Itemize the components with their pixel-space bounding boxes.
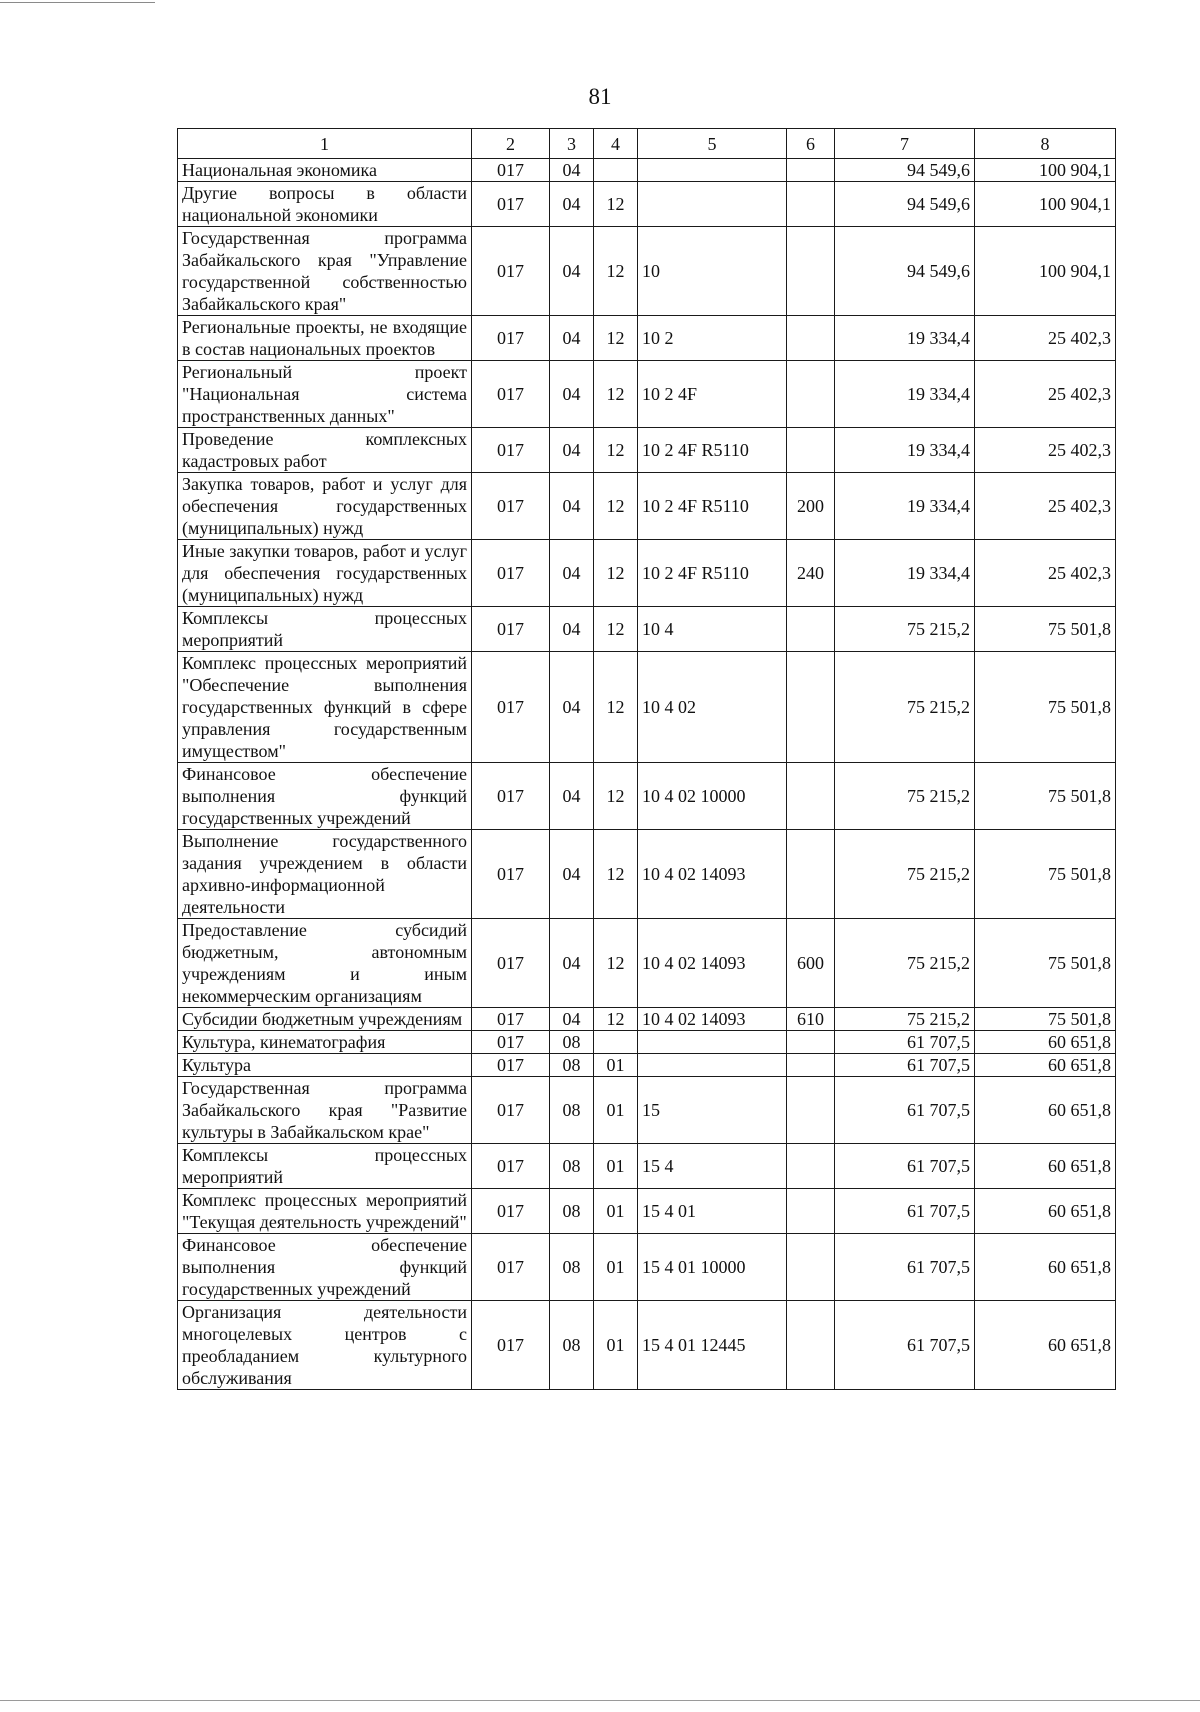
cell-col5: 10 2 4F R5110 <box>638 428 787 473</box>
table-row <box>178 763 1116 830</box>
row-name: Комплекс процессных мероприятий "Текущая деятельность учреждений" <box>178 1189 472 1234</box>
cell-col8: 60 651,8 <box>975 1234 1116 1301</box>
table-row <box>178 428 1116 473</box>
table-row <box>178 361 1116 428</box>
row-name: Культура, кинематография <box>178 1031 472 1054</box>
cell-col5: 10 2 4F <box>638 361 787 428</box>
cell-col6: 610 <box>787 1008 835 1031</box>
cell-col5: 15 4 <box>638 1144 787 1189</box>
cell-col2: 017 <box>472 428 550 473</box>
cell-col6: 200 <box>787 473 835 540</box>
table-row <box>178 1189 1116 1234</box>
cell-col3: 04 <box>550 159 594 182</box>
cell-col4: 01 <box>594 1144 638 1189</box>
cell-col6 <box>787 1234 835 1301</box>
cell-col4: 12 <box>594 919 638 1008</box>
cell-col2: 017 <box>472 361 550 428</box>
cell-col4: 12 <box>594 652 638 763</box>
cell-col8: 25 402,3 <box>975 316 1116 361</box>
cell-col4: 12 <box>594 227 638 316</box>
cell-col3: 04 <box>550 428 594 473</box>
cell-col6 <box>787 316 835 361</box>
cell-col6 <box>787 1077 835 1144</box>
cell-col8: 75 501,8 <box>975 1008 1116 1031</box>
scan-edge-line-top <box>0 2 155 3</box>
cell-col6 <box>787 652 835 763</box>
cell-col5: 10 2 <box>638 316 787 361</box>
cell-col8: 25 402,3 <box>975 428 1116 473</box>
cell-col3: 04 <box>550 830 594 919</box>
cell-col6 <box>787 1054 835 1077</box>
cell-col2: 017 <box>472 1234 550 1301</box>
cell-col7: 19 334,4 <box>835 361 975 428</box>
cell-col6 <box>787 361 835 428</box>
cell-col3: 04 <box>550 1008 594 1031</box>
cell-col6: 600 <box>787 919 835 1008</box>
column-header: 5 <box>638 129 787 159</box>
row-name: Другие вопросы в области национальной экономики <box>178 182 472 227</box>
cell-col8: 25 402,3 <box>975 361 1116 428</box>
cell-col7: 75 215,2 <box>835 763 975 830</box>
row-name: Комплекс процессных мероприятий "Обеспечение выполнения государственных функций в сфере управления государственным имуществом" <box>178 652 472 763</box>
cell-col4 <box>594 159 638 182</box>
cell-col5: 10 4 <box>638 607 787 652</box>
table-row <box>178 1077 1116 1144</box>
cell-col6 <box>787 1189 835 1234</box>
cell-col2: 017 <box>472 540 550 607</box>
cell-col8: 25 402,3 <box>975 473 1116 540</box>
cell-col5: 10 4 02 <box>638 652 787 763</box>
cell-col7: 61 707,5 <box>835 1189 975 1234</box>
cell-col7: 94 549,6 <box>835 227 975 316</box>
table-row <box>178 473 1116 540</box>
cell-col4: 12 <box>594 1008 638 1031</box>
cell-col6: 240 <box>787 540 835 607</box>
cell-col7: 61 707,5 <box>835 1144 975 1189</box>
column-header: 8 <box>975 129 1116 159</box>
row-name: Иные закупки товаров, работ и услуг для обеспечения государственных (муниципальных) нужд <box>178 540 472 607</box>
cell-col4: 12 <box>594 540 638 607</box>
row-name: Финансовое обеспечение выполнения функций государственных учреждений <box>178 763 472 830</box>
cell-col2: 017 <box>472 473 550 540</box>
table-row <box>178 607 1116 652</box>
cell-col2: 017 <box>472 316 550 361</box>
cell-col4: 12 <box>594 607 638 652</box>
cell-col3: 08 <box>550 1301 594 1390</box>
cell-col5 <box>638 182 787 227</box>
row-name: Культура <box>178 1054 472 1077</box>
cell-col2: 017 <box>472 607 550 652</box>
cell-col3: 08 <box>550 1189 594 1234</box>
row-name: Комплексы процессных мероприятий <box>178 1144 472 1189</box>
cell-col3: 08 <box>550 1234 594 1301</box>
cell-col4: 01 <box>594 1301 638 1390</box>
cell-col5: 10 2 4F R5110 <box>638 473 787 540</box>
cell-col2: 017 <box>472 1031 550 1054</box>
cell-col7: 75 215,2 <box>835 919 975 1008</box>
cell-col2: 017 <box>472 1077 550 1144</box>
cell-col2: 017 <box>472 1054 550 1077</box>
cell-col5: 10 4 02 14093 <box>638 1008 787 1031</box>
cell-col8: 75 501,8 <box>975 652 1116 763</box>
cell-col2: 017 <box>472 1189 550 1234</box>
cell-col2: 017 <box>472 1008 550 1031</box>
row-name: Государственная программа Забайкальского края "Развитие культуры в Забайкальском крае" <box>178 1077 472 1144</box>
column-header: 3 <box>550 129 594 159</box>
column-header: 6 <box>787 129 835 159</box>
cell-col3: 08 <box>550 1031 594 1054</box>
cell-col5: 15 <box>638 1077 787 1144</box>
table-row <box>178 830 1116 919</box>
cell-col5: 10 <box>638 227 787 316</box>
cell-col8: 60 651,8 <box>975 1054 1116 1077</box>
cell-col8: 75 501,8 <box>975 607 1116 652</box>
cell-col5: 15 4 01 12445 <box>638 1301 787 1390</box>
cell-col5: 10 2 4F R5110 <box>638 540 787 607</box>
cell-col3: 04 <box>550 763 594 830</box>
cell-col3: 04 <box>550 607 594 652</box>
cell-col8: 100 904,1 <box>975 227 1116 316</box>
column-header: 2 <box>472 129 550 159</box>
cell-col3: 08 <box>550 1054 594 1077</box>
cell-col6 <box>787 1144 835 1189</box>
cell-col4: 12 <box>594 361 638 428</box>
cell-col2: 017 <box>472 1301 550 1390</box>
cell-col3: 04 <box>550 652 594 763</box>
table-row <box>178 182 1116 227</box>
cell-col3: 04 <box>550 540 594 607</box>
table-body <box>178 159 1116 1390</box>
cell-col7: 61 707,5 <box>835 1301 975 1390</box>
row-name: Субсидии бюджетным учреждениям <box>178 1008 472 1031</box>
row-name: Национальная экономика <box>178 159 472 182</box>
cell-col7: 19 334,4 <box>835 540 975 607</box>
cell-col2: 017 <box>472 652 550 763</box>
cell-col5 <box>638 1054 787 1077</box>
cell-col6 <box>787 159 835 182</box>
cell-col7: 61 707,5 <box>835 1234 975 1301</box>
table-row <box>178 1054 1116 1077</box>
row-name: Проведение комплексных кадастровых работ <box>178 428 472 473</box>
cell-col4: 12 <box>594 316 638 361</box>
table-row <box>178 1144 1116 1189</box>
budget-table <box>177 128 1116 1390</box>
cell-col4: 12 <box>594 428 638 473</box>
cell-col5: 15 4 01 10000 <box>638 1234 787 1301</box>
cell-col6 <box>787 227 835 316</box>
column-header: 7 <box>835 129 975 159</box>
page-number: 81 <box>588 84 612 109</box>
cell-col6 <box>787 182 835 227</box>
table-row <box>178 1031 1116 1054</box>
cell-col4: 12 <box>594 763 638 830</box>
cell-col2: 017 <box>472 1144 550 1189</box>
cell-col2: 017 <box>472 182 550 227</box>
cell-col4: 01 <box>594 1189 638 1234</box>
cell-col4: 12 <box>594 182 638 227</box>
header-row <box>178 129 1116 159</box>
cell-col8: 75 501,8 <box>975 763 1116 830</box>
cell-col3: 04 <box>550 361 594 428</box>
cell-col4: 01 <box>594 1054 638 1077</box>
cell-col6 <box>787 428 835 473</box>
cell-col7: 75 215,2 <box>835 830 975 919</box>
cell-col4: 01 <box>594 1234 638 1301</box>
cell-col7: 94 549,6 <box>835 182 975 227</box>
table-row <box>178 1234 1116 1301</box>
cell-col7: 61 707,5 <box>835 1031 975 1054</box>
cell-col6 <box>787 830 835 919</box>
cell-col3: 04 <box>550 473 594 540</box>
cell-col3: 04 <box>550 919 594 1008</box>
cell-col5: 10 4 02 14093 <box>638 919 787 1008</box>
cell-col5: 10 4 02 14093 <box>638 830 787 919</box>
table-row <box>178 1301 1116 1390</box>
cell-col2: 017 <box>472 159 550 182</box>
cell-col6 <box>787 1031 835 1054</box>
cell-col2: 017 <box>472 919 550 1008</box>
cell-col8: 60 651,8 <box>975 1189 1116 1234</box>
cell-col2: 017 <box>472 227 550 316</box>
row-name: Региональный проект "Национальная система пространственных данных" <box>178 361 472 428</box>
cell-col3: 08 <box>550 1144 594 1189</box>
table-row <box>178 316 1116 361</box>
row-name: Комплексы процессных мероприятий <box>178 607 472 652</box>
row-name: Государственная программа Забайкальского края "Управление государственной собственностью Забайкальского края" <box>178 227 472 316</box>
row-name: Финансовое обеспечение выполнения функций государственных учреждений <box>178 1234 472 1301</box>
cell-col3: 08 <box>550 1077 594 1144</box>
column-header: 1 <box>178 129 472 159</box>
cell-col7: 19 334,4 <box>835 473 975 540</box>
column-header: 4 <box>594 129 638 159</box>
cell-col8: 75 501,8 <box>975 830 1116 919</box>
cell-col7: 61 707,5 <box>835 1077 975 1144</box>
cell-col7: 75 215,2 <box>835 607 975 652</box>
table-row <box>178 540 1116 607</box>
cell-col8: 60 651,8 <box>975 1031 1116 1054</box>
cell-col5: 15 4 01 <box>638 1189 787 1234</box>
table-row <box>178 919 1116 1008</box>
cell-col3: 04 <box>550 227 594 316</box>
table-row <box>178 227 1116 316</box>
cell-col3: 04 <box>550 182 594 227</box>
cell-col6 <box>787 763 835 830</box>
cell-col5 <box>638 159 787 182</box>
cell-col6 <box>787 1301 835 1390</box>
cell-col8: 60 651,8 <box>975 1077 1116 1144</box>
cell-col8: 75 501,8 <box>975 919 1116 1008</box>
cell-col6 <box>787 607 835 652</box>
table-row <box>178 159 1116 182</box>
cell-col7: 94 549,6 <box>835 159 975 182</box>
cell-col8: 100 904,1 <box>975 182 1116 227</box>
cell-col2: 017 <box>472 830 550 919</box>
cell-col7: 75 215,2 <box>835 652 975 763</box>
cell-col4: 12 <box>594 830 638 919</box>
cell-col8: 100 904,1 <box>975 159 1116 182</box>
cell-col7: 19 334,4 <box>835 316 975 361</box>
cell-col4: 01 <box>594 1077 638 1144</box>
table-row <box>178 652 1116 763</box>
cell-col7: 19 334,4 <box>835 428 975 473</box>
cell-col8: 60 651,8 <box>975 1301 1116 1390</box>
cell-col4 <box>594 1031 638 1054</box>
scan-edge-line-bottom <box>0 1700 1200 1701</box>
row-name: Выполнение государственного задания учреждением в области архивно-информационной деятельности <box>178 830 472 919</box>
cell-col8: 60 651,8 <box>975 1144 1116 1189</box>
row-name: Закупка товаров, работ и услуг для обеспечения государственных (муниципальных) нужд <box>178 473 472 540</box>
cell-col7: 61 707,5 <box>835 1054 975 1077</box>
row-name: Предоставление субсидий бюджетным, автономным учреждениям и иным некоммерческим организациям <box>178 919 472 1008</box>
cell-col5: 10 4 02 10000 <box>638 763 787 830</box>
row-name: Организация деятельности многоцелевых центров с преобладанием культурного обслуживания <box>178 1301 472 1390</box>
cell-col3: 04 <box>550 316 594 361</box>
cell-col4: 12 <box>594 473 638 540</box>
row-name: Региональные проекты, не входящие в состав национальных проектов <box>178 316 472 361</box>
cell-col5 <box>638 1031 787 1054</box>
cell-col7: 75 215,2 <box>835 1008 975 1031</box>
cell-col8: 25 402,3 <box>975 540 1116 607</box>
table-row <box>178 1008 1116 1031</box>
cell-col2: 017 <box>472 763 550 830</box>
